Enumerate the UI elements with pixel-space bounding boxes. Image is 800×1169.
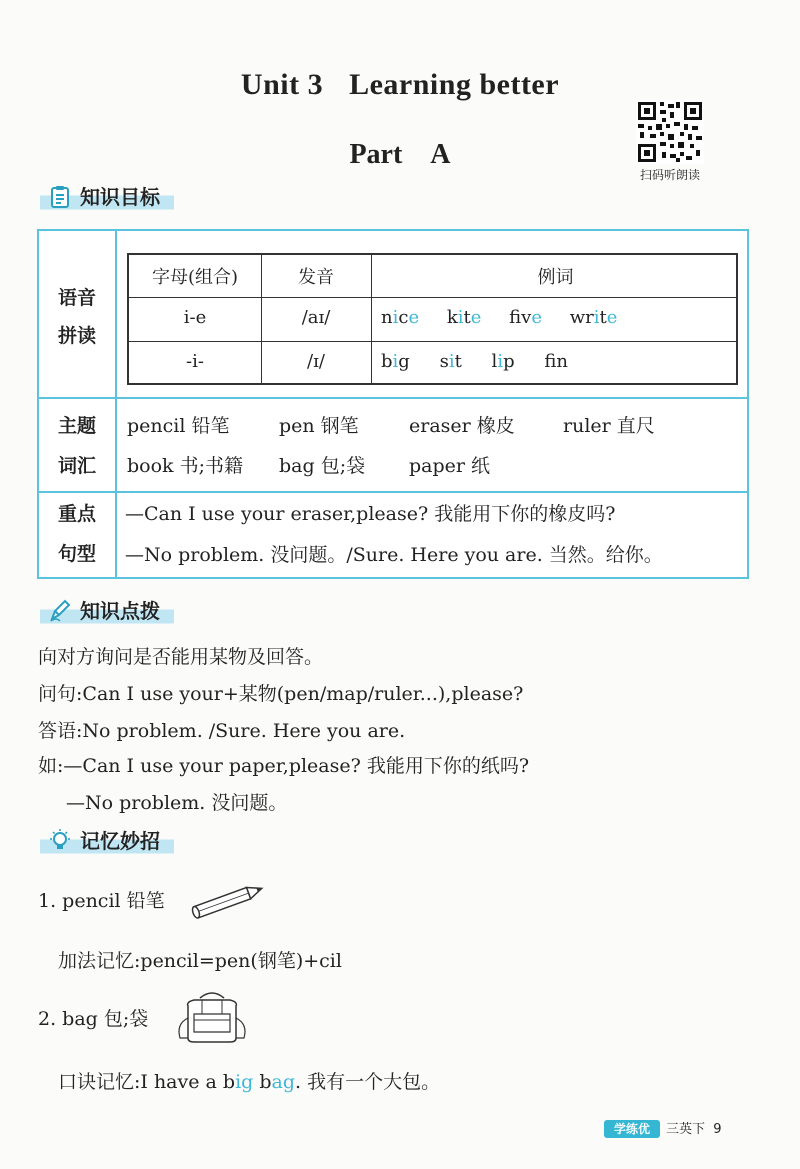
example-word: fn: [544, 351, 568, 372]
pattern-line-1: —Can I use your eraser,please? 我能用下你的橡皮吗?: [125, 503, 616, 525]
header-letters: 字母(组合): [151, 267, 239, 288]
example-word: big: [381, 351, 410, 372]
memory-item-2-tip: 口诀记忆:I have a big bag. 我有一个大包。: [58, 1071, 441, 1093]
example-word: write: [569, 307, 618, 328]
example-word: sit: [439, 351, 462, 372]
section-title: 知识点拨: [80, 599, 160, 623]
row1-sound: /aɪ/: [301, 307, 331, 328]
vocab-line-1: pencil 铅笔 pen 钢笔 eraser 橡皮 ruler 直尺: [127, 415, 655, 437]
knowledge-goals-table: [37, 229, 749, 579]
tips-line-3: 答语:No problem. /Sure. Here you are.: [38, 720, 406, 742]
qr-code-icon[interactable]: [636, 100, 704, 164]
phonics-table: [127, 253, 738, 385]
tips-line-5: —No problem. 没问题。: [66, 792, 288, 814]
page-number: 9: [713, 1122, 722, 1137]
row2-letters: -i-: [186, 351, 204, 372]
section-title: 知识目标: [80, 185, 160, 209]
vocab-label-1: 主题: [57, 415, 96, 437]
unit-name: Learning better: [349, 68, 560, 101]
example-word: fve: [509, 307, 542, 328]
section-title: 记忆妙招: [80, 829, 160, 853]
unit-title: [0, 68, 800, 102]
vocab-line-2: book 书;书籍 bag 包;袋 paper 纸: [127, 455, 491, 477]
qr-caption: 扫码听朗读: [639, 168, 700, 182]
pencil-icon: [186, 880, 268, 922]
row2-sound: /ɪ/: [307, 351, 325, 372]
part-title: Part A: [349, 139, 451, 170]
unit-number: Unit 3: [240, 68, 324, 101]
pattern-line-2: —No problem. 没问题。/Sure. Here you are. 当然。给你。: [125, 544, 663, 566]
page-footer: [666, 1118, 722, 1137]
bag-icon: [172, 988, 252, 1046]
grade-label: 三英下: [666, 1122, 706, 1137]
memory-item-1: 1. pencil 铅笔: [38, 890, 165, 912]
pattern-label-1: 重点: [57, 503, 96, 525]
example-word: nice: [381, 307, 420, 328]
row1-words: [381, 307, 617, 328]
pattern-label-2: 句型: [57, 543, 96, 565]
header-example-words: 例词: [537, 267, 574, 288]
pen-icon: [48, 599, 72, 623]
clipboard-icon: [48, 185, 72, 209]
phonics-label-1: 语音: [57, 287, 96, 309]
tips-line-1: 向对方询问是否能用某物及回答。: [38, 646, 324, 668]
tips-line-2: 问句:Can I use your+某物(pen/map/ruler...),please?: [38, 683, 524, 705]
header-sound: 发音: [298, 267, 334, 288]
row1-letters: i-e: [183, 307, 207, 328]
brand-badge: 学练优: [604, 1120, 660, 1138]
memory-item-2: 2. bag 包;袋: [38, 1008, 149, 1030]
memory-item-1-tip: 加法记忆:pencil=pen(钢笔)+cil: [58, 950, 342, 972]
example-word: kite: [446, 307, 482, 328]
section-memory-tricks: [40, 826, 174, 856]
phonics-label-2: 拼读: [57, 325, 96, 347]
section-knowledge-goals: [40, 182, 174, 212]
tips-line-4: 如:—Can I use your paper,please? 我能用下你的纸吗?: [38, 755, 530, 777]
vocab-label-2: 词汇: [57, 455, 96, 477]
section-knowledge-tips: [40, 596, 174, 626]
row2-words: [381, 351, 568, 372]
example-word: lip: [491, 351, 515, 372]
lightbulb-icon: [48, 829, 72, 853]
